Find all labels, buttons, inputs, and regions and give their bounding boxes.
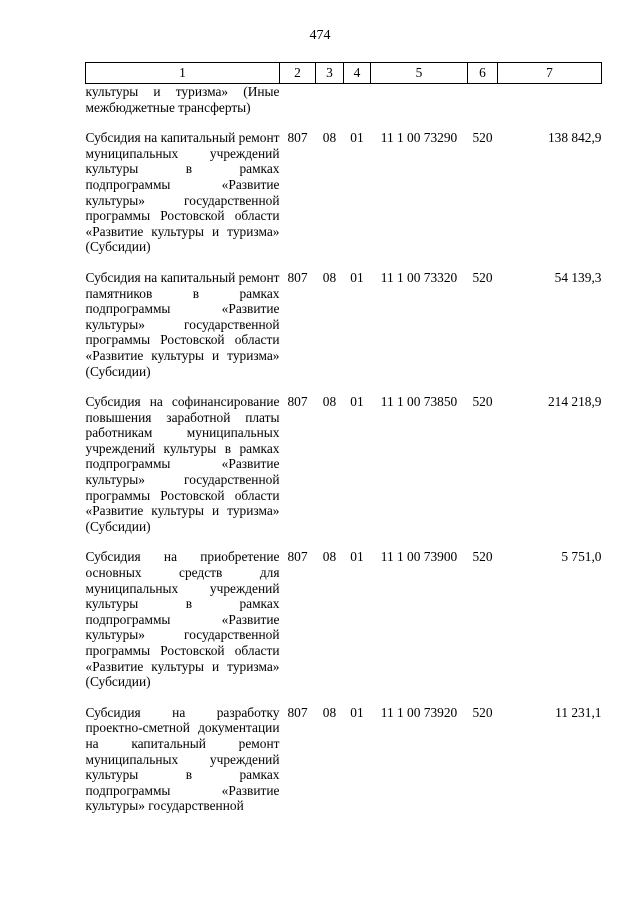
row-description: Субсидия на капитальный ремонт муниципальных учреждений культуры в рамках подпрограммы «Развитие культуры» государственной программы Ростовской области «Развитие культуры и туризма» (Субсидии) (85, 130, 280, 255)
row-section-code: 08 (322, 130, 337, 146)
table-row (86, 394, 602, 534)
row-amount: 11 231,1 (555, 704, 602, 720)
row-amount: 54 139,3 (554, 269, 602, 285)
column-header-2: 2 (280, 63, 316, 84)
column-header-3: 3 (316, 63, 344, 84)
row-ministry-code: 807 (287, 704, 308, 720)
row-target-code: 11 1 00 73850 (380, 394, 458, 410)
row-section-code: 08 (322, 549, 337, 565)
row-target-code: 11 1 00 73900 (380, 549, 458, 565)
row-ministry-code: 807 (287, 130, 308, 146)
row-subsection-code: 01 (350, 549, 364, 565)
row-expense-type-code: 520 (472, 130, 493, 146)
table-header-row (86, 63, 602, 84)
row-ministry-code: 807 (287, 549, 308, 565)
page-number: 474 (309, 28, 331, 43)
row-subsection-code: 01 (350, 704, 364, 720)
row-description: Субсидия на капитальный ремонт памятников в рамках подпрограммы «Развитие культуры» государственной программы Ростовской области «Развитие культуры и туризма» (Субсидии) (85, 269, 280, 379)
column-header-1: 1 (86, 63, 280, 84)
row-expense-type-code: 520 (472, 394, 493, 410)
row-target-code: 11 1 00 73320 (380, 269, 458, 285)
row-expense-type-code: 520 (472, 269, 493, 285)
row-subsection-code: 01 (350, 269, 364, 285)
table-row-continuation (86, 84, 602, 116)
row-ministry-code: 807 (287, 269, 308, 285)
budget-table (85, 62, 602, 814)
row-amount: 138 842,9 (547, 130, 602, 146)
column-header-6: 6 (468, 63, 498, 84)
column-header-5: 5 (371, 63, 468, 84)
table-row (86, 130, 602, 255)
row-target-code: 11 1 00 73290 (380, 130, 458, 146)
row-subsection-code: 01 (350, 394, 364, 410)
row-target-code: 11 1 00 73920 (380, 704, 458, 720)
table-row (86, 270, 602, 379)
row-subsection-code: 01 (350, 130, 364, 146)
row-description: Субсидия на приобретение основных средств для муниципальных учреждений культуры в рамках подпрограммы «Развитие культуры» государственной программы Ростовской области «Развитие культуры и туризма» (Субсидии) (85, 549, 280, 690)
continuation-description: культуры и туризма» (Иные межбюджетные трансферты) (85, 84, 280, 115)
row-expense-type-code: 520 (472, 704, 493, 720)
row-section-code: 08 (322, 394, 337, 410)
row-description: Субсидия на софинансирование повышения заработной платы работникам муниципальных учреждений культуры в рамках подпрограммы «Развитие культуры» государственной программы Ростовской области «Развитие культуры и туризма» (Субсидии) (85, 394, 280, 534)
table-row (86, 705, 602, 814)
row-amount: 5 751,0 (561, 549, 602, 565)
row-section-code: 08 (322, 269, 337, 285)
row-amount: 214 218,9 (547, 394, 602, 410)
row-section-code: 08 (322, 704, 337, 720)
row-ministry-code: 807 (287, 394, 308, 410)
column-header-7: 7 (498, 63, 602, 84)
column-header-4: 4 (344, 63, 371, 84)
row-description: Субсидия на разработку проектно-сметной документации на капитальный ремонт муниципальных учреждений культуры в рамках подпрограммы «Развитие культуры» государственной (85, 704, 280, 814)
row-expense-type-code: 520 (472, 549, 493, 565)
table-row (86, 549, 602, 689)
